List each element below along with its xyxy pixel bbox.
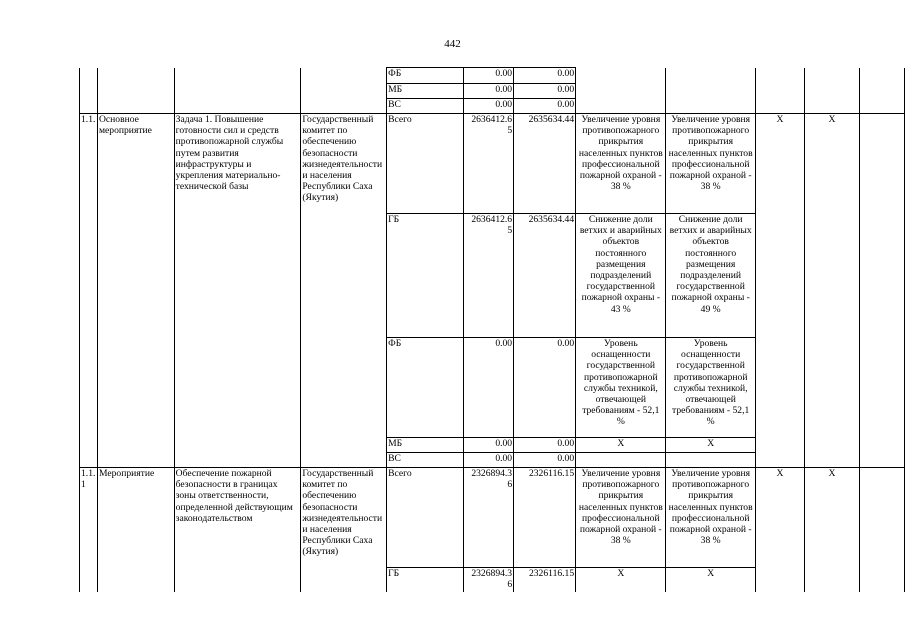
amount-cell: 0.00 <box>463 84 514 99</box>
funding-source: МБ <box>387 438 463 453</box>
item-number: 1.1. <box>80 114 98 468</box>
item-type: Основное мероприятие <box>97 114 174 468</box>
indicator-cell: Снижение доли ветхих и аварийных объектов постоянного размещения подразделений государственной пожарной охраны - 43 % <box>576 214 666 338</box>
executor-cell <box>301 68 387 114</box>
name-cell <box>174 68 301 114</box>
amount-cell: 0.00 <box>463 99 514 114</box>
item-type: Мероприятие <box>97 468 174 592</box>
amount-cell: 2326894.3 6 <box>463 568 514 592</box>
amount-cell: 0.00 <box>514 84 576 99</box>
indicator-cell <box>666 453 755 468</box>
indicator-cell: Х <box>576 438 666 453</box>
funding-source: Всего <box>387 468 463 568</box>
indicator-cell: Увеличение уровня противопожарного прикрытия населенных пунктов профессиональной пожарной охраной - 38 % <box>576 468 666 568</box>
table-row <box>80 468 905 568</box>
amount-cell: 2636412.6 5 <box>463 214 514 338</box>
amount-cell: 0.00 <box>463 68 514 84</box>
funding-source: ВС <box>387 99 463 114</box>
empty-cell <box>859 114 904 468</box>
mark-cell: Х <box>755 114 804 468</box>
amount-cell: 0.00 <box>514 68 576 84</box>
indicator-cell <box>666 68 755 114</box>
indicator-cell: Уровень оснащенности государственной противопожарной службы техникой, отвечающей требованиям - 52,1 % <box>666 338 755 438</box>
indicator-cell: Уровень оснащенности государственной противопожарной службы техникой, отвечающей требованиям - 52,1 % <box>576 338 666 438</box>
funding-source: МБ <box>387 84 463 99</box>
amount-cell: 2326116.15 <box>514 568 576 592</box>
funding-source: ГБ <box>387 568 463 592</box>
funding-source: ВС <box>387 453 463 468</box>
page-number: 442 <box>444 38 461 50</box>
indicator-cell: Увеличение уровня противопожарного прикрытия населенных пунктов профессиональной пожарной охраной - 38 % <box>666 468 755 568</box>
indicator-cell: Х <box>666 438 755 453</box>
amount-cell: 2636412.6 5 <box>463 114 514 214</box>
funding-source: Всего <box>387 114 463 214</box>
amount-cell: 0.00 <box>463 438 514 453</box>
mark-cell: Х <box>805 114 860 468</box>
funding-source: ФБ <box>387 68 463 84</box>
indicator-cell: Х <box>576 568 666 592</box>
indicator-cell: Х <box>666 568 755 592</box>
mark-cell <box>805 68 860 114</box>
mark-cell <box>755 68 804 114</box>
amount-cell: 2326894.3 6 <box>463 468 514 568</box>
mark-cell: Х <box>755 468 804 592</box>
amount-cell: 0.00 <box>514 453 576 468</box>
indicator-cell <box>576 453 666 468</box>
amount-cell: 0.00 <box>514 99 576 114</box>
item-name: Задача 1. Повышение готовности сил и средств противопожарной службы путем развития инфраструктуры и укрепления материально-технической базы <box>174 114 301 468</box>
amount-cell: 0.00 <box>514 438 576 453</box>
funding-source: ФБ <box>387 338 463 438</box>
amount-cell: 2326116.15 <box>514 468 576 568</box>
amount-cell: 2635634.44 <box>514 214 576 338</box>
number-cell <box>80 68 98 114</box>
indicator-cell: Снижение доли ветхих и аварийных объектов постоянного размещения подразделений государственной пожарной охраны - 49 % <box>666 214 755 338</box>
item-executor: Государственный комитет по обеспечению безопасности жизнедеятельности и населения Республики Саха (Якутия) <box>301 114 387 468</box>
item-name: Обеспечение пожарной безопасности в границах зоны ответственности, определенной действующим законодательством <box>174 468 301 592</box>
table-row <box>80 68 905 84</box>
program-table <box>79 67 905 592</box>
amount-cell: 0.00 <box>463 453 514 468</box>
mark-cell: Х <box>805 468 860 592</box>
indicator-cell: Увеличение уровня противопожарного прикрытия населенных пунктов профессиональной пожарной охраной - 38 % <box>666 114 755 214</box>
amount-cell: 2635634.44 <box>514 114 576 214</box>
empty-cell <box>859 68 904 114</box>
empty-cell <box>859 468 904 592</box>
amount-cell: 0.00 <box>463 338 514 438</box>
indicator-cell: Увеличение уровня противопожарного прикрытия населенных пунктов профессиональной пожарной охраной - 38 % <box>576 114 666 214</box>
amount-cell: 0.00 <box>514 338 576 438</box>
indicator-cell <box>576 68 666 114</box>
item-number: 1.1. 1 <box>80 468 98 592</box>
type-cell <box>97 68 174 114</box>
table-row <box>80 114 905 214</box>
funding-source: ГБ <box>387 214 463 338</box>
item-executor: Государственный комитет по обеспечению безопасности жизнедеятельности и населения Республики Саха (Якутия) <box>301 468 387 592</box>
